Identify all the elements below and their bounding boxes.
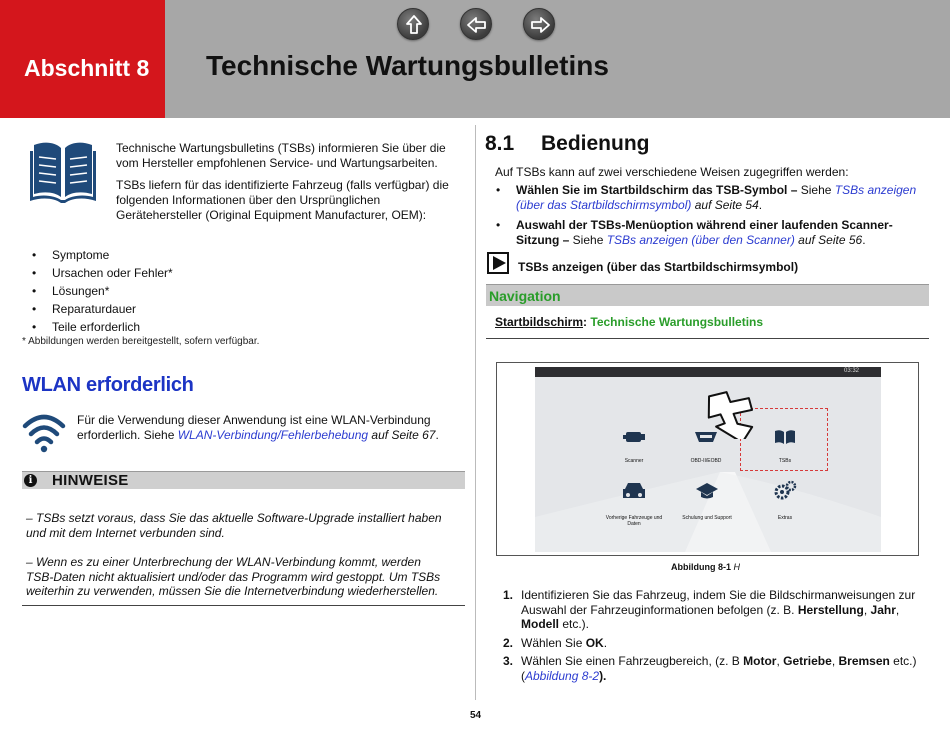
tile-label: Scanner	[624, 458, 644, 464]
intro-paragraph-1: Technische Wartungsbulletins (TSBs) informieren Sie über die vom Hersteller empfohlenen Service- und Wartungsarbeiten.	[116, 141, 446, 170]
up-arrow-icon	[403, 14, 425, 36]
notes-header	[22, 471, 465, 489]
step-text: ,	[831, 654, 839, 668]
list-item: • Reparaturdauer	[32, 300, 173, 318]
step-bold: Getriebe	[783, 654, 832, 668]
path-separator: :	[583, 315, 588, 329]
list-item: • Lösungen*	[32, 282, 173, 300]
footnote: * Abbildungen werden bereitgestellt, sofern verfügbar.	[22, 336, 260, 347]
tile-label: Extras	[777, 515, 793, 521]
notes-title: HINWEISE	[52, 472, 129, 489]
wlan-sentence: Für die Verwendung dieser Anwendung ist eine WLAN-Verbindung erforderlich. Siehe	[77, 413, 431, 442]
right-arrow-icon	[529, 14, 551, 36]
nav-back-button[interactable]	[460, 8, 492, 40]
procedure-title: TSBs anzeigen (über das Startbildschirmsymbol)	[518, 260, 799, 274]
option-end: .	[758, 198, 763, 212]
tile-label: Schulung und Support	[682, 515, 732, 521]
list-item: • Symptome	[32, 246, 173, 264]
step-text: ,	[776, 654, 784, 668]
figure-caption	[671, 562, 740, 572]
step-bold: Herstellung	[797, 602, 864, 617]
option-link[interactable]: TSBs anzeigen (über das Startbildschirmsymbol)	[516, 183, 917, 212]
option-bold: Auswahl der TSBs-Menüoption während einer laufenden Scanner-Sitzung –	[516, 218, 893, 247]
left-arrow-icon	[466, 14, 488, 36]
section-number: 8.1	[485, 132, 515, 155]
device-screenshot	[535, 367, 881, 552]
intro-text	[116, 141, 466, 230]
access-text: Auf TSBs kann auf zwei verschiedene Weisen zugegriffen werden:	[495, 165, 849, 179]
intro-paragraph-2: TSBs liefern für das identifizierte Fahrzeug (falls verfügbar) die folgenden Informationen über den Ursprünglichen Gerätehersteller (Original Equipment Manufacturer, OEM):	[116, 178, 449, 222]
wlan-heading: WLAN erforderlich	[22, 374, 194, 396]
step-text: Wählen Sie	[521, 635, 586, 650]
status-bar	[535, 367, 881, 377]
step-item	[503, 654, 923, 683]
step-item	[503, 588, 923, 632]
step-text: Wählen Sie einen Fahrzeugbereich, (z. B	[521, 654, 744, 668]
step-bold: Motor	[743, 654, 777, 668]
option-end: .	[862, 233, 866, 247]
step-bold: OK	[585, 635, 604, 650]
step-number: 2.	[503, 635, 514, 650]
navigation-title: Navigation	[489, 288, 561, 304]
access-options	[496, 183, 926, 253]
step-bold: Jahr	[870, 602, 896, 617]
tile-label: OBD-II/EOBD	[690, 458, 722, 464]
wlan-end: .	[435, 428, 439, 442]
option-pre: Siehe	[797, 183, 835, 197]
list-item	[496, 183, 926, 213]
figure-frame	[496, 362, 919, 556]
note-item: – TSBs setzt voraus, dass Sie das aktuelle Software-Upgrade installiert haben und mit dem Internet verbunden sind.	[26, 511, 442, 540]
divider	[486, 338, 929, 339]
notes-body	[26, 511, 446, 614]
note-item: – Wenn es zu einer Unterbrechung der WLAN-Verbindung kommt, werden TSB-Daten nicht aktualisiert und/oder das Programm wird gestoppt. Um TSBs weiterhin zu verwenden, müssen Sie die Internetverbindung wiederherstellen.	[26, 555, 441, 598]
path-home-link[interactable]: Startbildschirm	[495, 315, 584, 329]
option-ref: auf Seite 56	[794, 233, 863, 247]
section-title: Bedienung	[541, 132, 650, 155]
step-text: ,	[863, 602, 871, 617]
caption-number: Abbildung 8-1	[671, 562, 731, 572]
wifi-icon	[22, 410, 66, 454]
info-icon: i	[24, 474, 37, 487]
book-icon	[28, 139, 98, 207]
procedure-steps	[503, 588, 923, 687]
section-label: Abschnitt 8	[24, 55, 150, 81]
option-ref: auf Seite 54	[691, 198, 759, 212]
caption-suffix: H	[733, 562, 741, 572]
step-text: ,	[895, 602, 900, 617]
wlan-link[interactable]: WLAN-Verbindung/Fehlerbehebung	[177, 428, 369, 442]
vehicle-history-icon[interactable]	[621, 480, 647, 502]
gears-icon[interactable]	[773, 480, 797, 500]
status-time: 03:32	[843, 368, 859, 374]
navigation-header	[486, 284, 929, 306]
info-list	[32, 246, 173, 336]
scanner-icon[interactable]	[623, 429, 645, 445]
list-item: • Ursachen oder Fehler*	[32, 264, 173, 282]
section-tab	[0, 0, 165, 118]
step-number: 1.	[503, 588, 514, 602]
tile-label: Vorherige Fahrzeuge und Daten	[605, 515, 663, 527]
page-number: 54	[470, 710, 482, 721]
option-pre: Siehe	[569, 233, 607, 247]
page-header	[0, 0, 950, 118]
tile-label: TSBs	[778, 458, 792, 464]
step-number: 3.	[503, 654, 514, 668]
column-divider	[475, 125, 476, 700]
play-icon	[487, 252, 509, 274]
page-title: Technische Wartungsbulletins	[206, 50, 609, 81]
path-target: Technische Wartungsbulletins	[590, 315, 764, 329]
option-link[interactable]: TSBs anzeigen (über den Scanner)	[606, 233, 795, 247]
pointer-arrow-icon	[701, 391, 761, 439]
option-bold: Wählen Sie im Startbildschirm das TSB-Symbol –	[516, 183, 798, 197]
step-text: etc.) (	[521, 654, 917, 683]
nav-forward-button[interactable]	[523, 8, 555, 40]
wlan-page-ref: auf Seite 67	[371, 428, 436, 442]
tsb-book-icon[interactable]	[774, 429, 796, 445]
nav-up-button[interactable]	[397, 8, 429, 40]
step-bold: ).	[599, 668, 607, 683]
list-item	[496, 218, 926, 248]
step-text: Identifizieren Sie das Fahrzeug, indem Sie die Bildschirmanweisungen zur Auswahl der Fahrzeuginformationen befolgen (z. B.	[521, 588, 916, 617]
step-text: .	[603, 635, 608, 650]
graduation-cap-icon[interactable]	[695, 482, 719, 500]
step-bold: Bremsen	[838, 654, 890, 668]
step-text: etc.).	[559, 617, 590, 631]
figure-link[interactable]: Abbildung 8-2	[525, 668, 600, 683]
divider	[22, 605, 465, 606]
step-item	[503, 636, 923, 651]
list-item: • Teile erforderlich	[32, 318, 173, 336]
wlan-text	[77, 413, 467, 443]
step-bold: Modell	[521, 617, 559, 631]
navigation-path	[495, 315, 763, 329]
